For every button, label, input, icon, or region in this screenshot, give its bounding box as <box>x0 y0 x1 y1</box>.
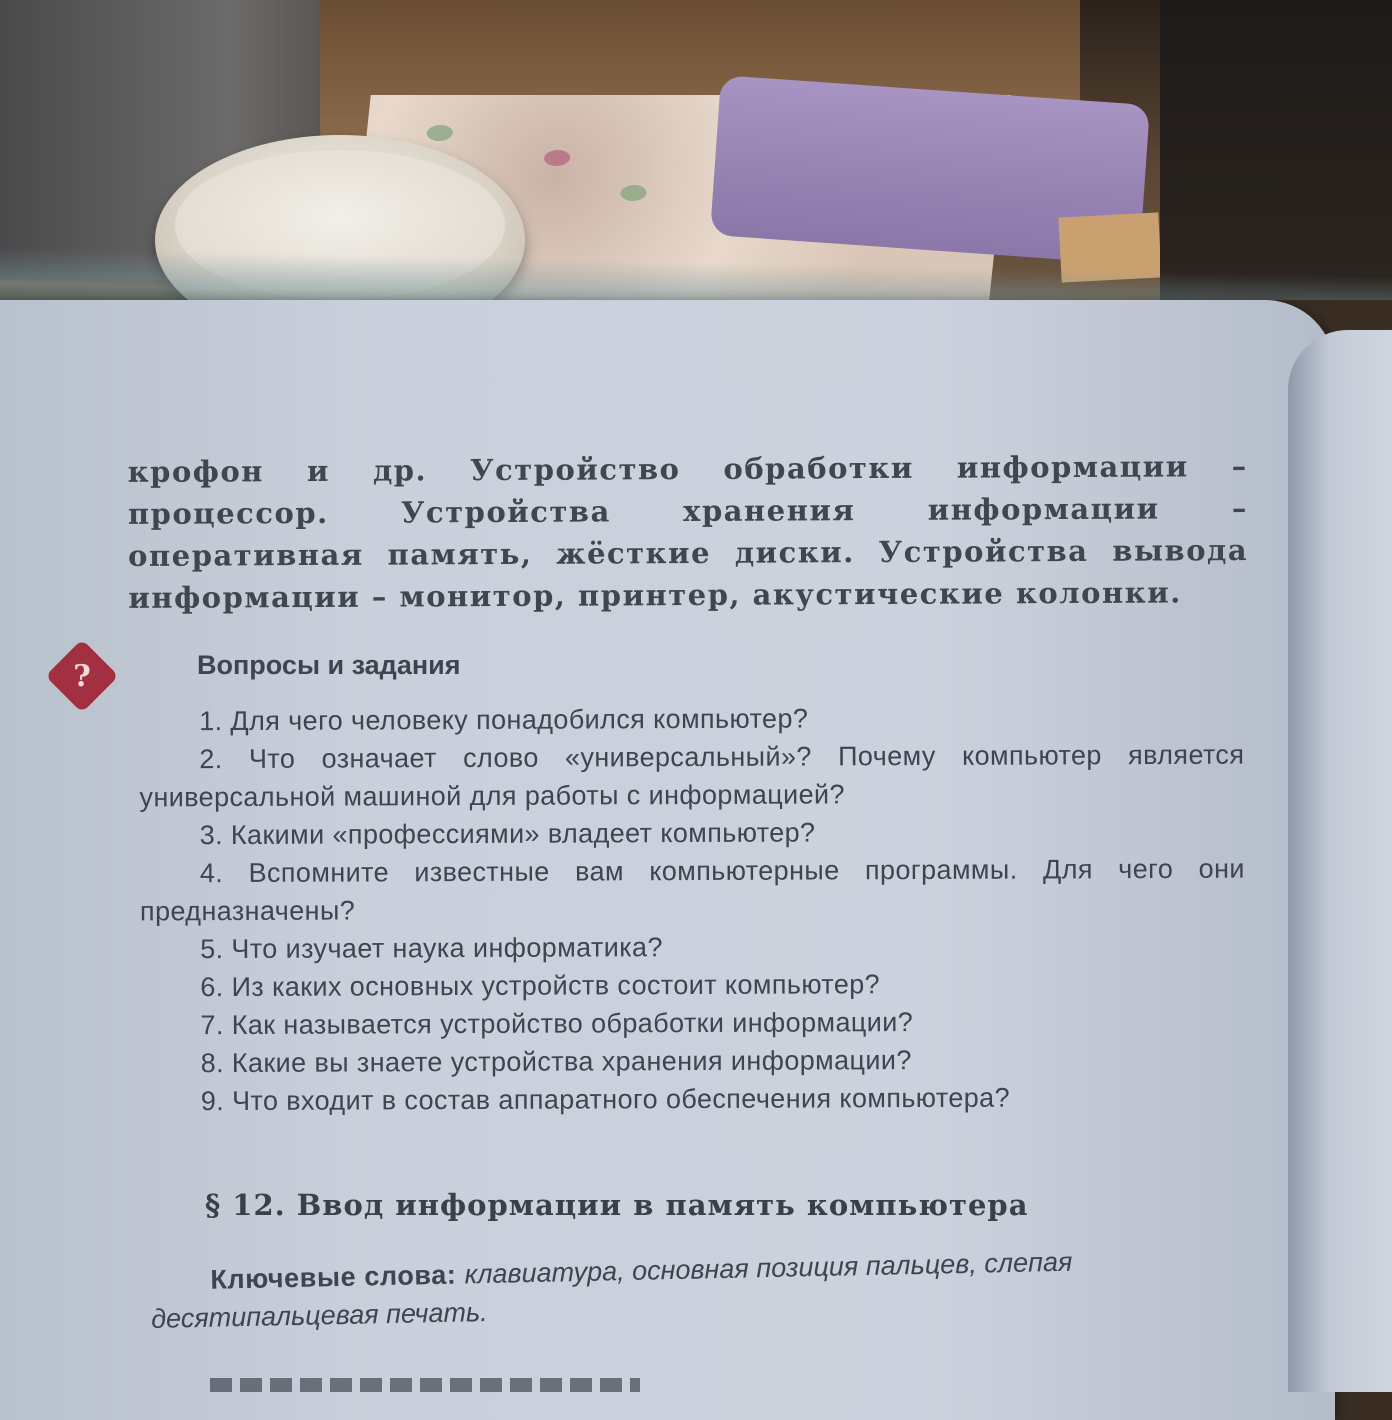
question-item: 8. Какие вы знаете устройства хранения информации? <box>200 1045 912 1079</box>
book-page-edge <box>1288 330 1392 1392</box>
cloth-pattern <box>620 185 648 201</box>
question-item: 3. Какими «профессиями» владеет компьютер? <box>199 817 816 851</box>
question-item: 2. Что означает слово «универсальный»? Почему компьютер является универсальной машиной для работы с информацией? <box>139 739 1245 813</box>
section-title: § 12. Ввод информации в память компьютера <box>205 1188 1029 1222</box>
dark-furniture <box>1160 0 1392 300</box>
body-paragraph: крофон и др. Устройство обработки информации – процессор. Устройства хранения информации – оперативная память, жёсткие диски. Устройства вывода информации – монитор, принтер, акустические колонки. <box>127 449 1249 615</box>
cloth-pattern <box>426 125 454 141</box>
question-mark-icon: ? <box>73 658 91 694</box>
questions-heading: Вопросы и задания <box>197 650 461 680</box>
questions-list <box>139 698 1246 1121</box>
cut-off-text-line <box>210 1378 640 1392</box>
keywords-list: клавиатура, основная позиция пальцев, слепая десятипальцевая печать. <box>150 1246 1073 1334</box>
question-item: 6. Из каких основных устройств состоит компьютер? <box>200 969 881 1003</box>
question-item: 7. Как называется устройство обработки информации? <box>200 1007 914 1041</box>
question-item: 4. Вспомните известные вам компьютерные программы. Для чего они предназначены? <box>139 853 1245 927</box>
cloth-pattern <box>543 150 571 166</box>
background-scene <box>0 0 1392 300</box>
keywords-label: Ключевые слова: <box>210 1259 465 1295</box>
question-item: 9. Что входит в состав аппаратного обеспечения компьютера? <box>200 1082 1011 1117</box>
question-item: 1. Для чего человеку понадобился компьютер? <box>199 703 809 737</box>
question-item: 5. Что изучает наука информатика? <box>200 932 663 965</box>
